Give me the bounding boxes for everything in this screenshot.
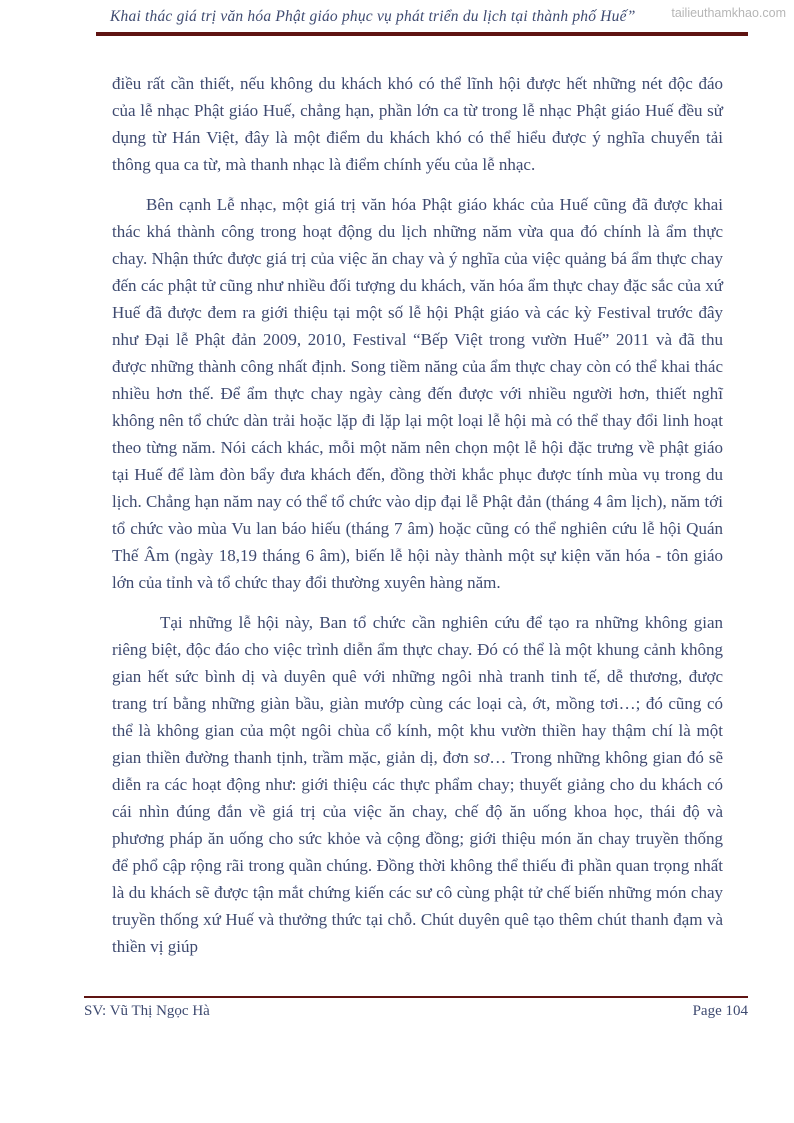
page-footer [84,996,748,1021]
footer-author: SV: Vũ Thị Ngọc Hà [84,1003,210,1019]
paragraph-2: Bên cạnh Lễ nhạc, một giá trị văn hóa Phật giáo khác của Huế cũng đã được khai thác khá thành công trong hoạt động du lịch những năm vừa qua đó chính là ẩm thực chay. Nhận thức được giá trị của việc ăn chay và ý nghĩa của việc quảng bá ẩm thực chay đến các phật tử cũng như nhiều đối tượng du khách, văn hóa ẩm thực chay đặc sắc của xứ Huế đã được đem ra giới thiệu tại một số lễ hội Phật giáo và các kỳ Festival trước đây như Đại lễ Phật đản 2009, 2010, Festival “Bếp Việt trong vườn Huế” 2011 và đã thu được những thành công nhất định. Song tiềm năng của ẩm thực chay còn có thể khai thác nhiều hơn thế. Để ẩm thực chay ngày càng đến được với nhiều người hơn, thiết nghĩ không nên tổ chức dàn trải hoặc lặp đi lặp lại một loại lễ hội mà có thể thay đổi linh hoạt theo từng năm. Nói cách khác, mỗi một năm nên chọn một lễ hội đặc trưng về phật giáo tại Huế để làm đòn bẩy đưa khách đến, đồng thời khắc phục được tính mùa vụ trong du lịch. Chẳng hạn năm nay có thể tổ chức vào dịp đại lễ Phật đản (tháng 4 âm lịch), năm tới tổ chức vào mùa Vu lan báo hiếu (tháng 7 âm) hoặc cũng có thể nghiên cứu lễ hội Quán Thế Âm (ngày 18,19 tháng 6 âm), biến lễ hội này thành một sự kiện văn hóa - tôn giáo lớn của tỉnh và tổ chức thay đổi thường xuyên hàng năm. [112,195,723,592]
header-rule [96,32,748,36]
page-header [0,0,794,36]
document-body [112,70,723,960]
header-row [0,0,794,29]
footer-page-number: Page 104 [692,1003,748,1019]
paragraph-1: điều rất cần thiết, nếu không du khách khó có thể lĩnh hội được hết những nét độc đáo của lễ nhạc Phật giáo Huế, chẳng hạn, phần lớn ca từ trong lễ nhạc Phật giáo Huế đều sử dụng từ Hán Việt, đây là một điểm du khách khó có thể hiểu được ý nghĩa chuyển tải thông qua ca từ, mà thanh nhạc là điểm chính yếu của lễ nhạc. [112,74,723,174]
running-head-title: Khai thác giá trị văn hóa Phật giáo phục vụ phát triển du lịch tại thành phố Huế” [110,8,636,25]
watermark-text: tailieuthamkhao.com [667,6,786,20]
paragraph-3: Tại những lễ hội này, Ban tổ chức cần nghiên cứu để tạo ra những không gian riêng biệt, độc đáo cho việc trình diễn ẩm thực chay. Đó có thể là một khung cảnh không gian hết sức bình dị và duyên quê với những ngôi nhà tranh tinh tế, dễ thương, được trang trí bằng những giàn bầu, giàn mướp cùng các loại cà, ớt, mồng tơi…; đó cũng có thể là không gian của một ngôi chùa cổ kính, một khu vườn thiền hay thậm chí là một gian thiền đường thanh tịnh, trầm mặc, giản dị, đơn sơ… Trong những không gian đó sẽ diễn ra các hoạt động như: giới thiệu các thực phẩm chay; thuyết giảng cho du khách có cái nhìn đúng đắn về giá trị của việc ăn chay, chế độ ăn uống khoa học, thái độ và phương pháp ăn uống cho sức khỏe và cộng đồng; giới thiệu món ăn chay truyền thống để phổ cập rộng rãi trong quần chúng. Đồng thời không thể thiếu đi phần quan trọng nhất là du khách sẽ được tận mắt chứng kiến các sư cô cùng phật tử chế biến những món chay truyền thống xứ Huế và thưởng thức tại chỗ. Chút duyên quê tạo thêm chút thanh đạm và thiền vị giúp [112,613,723,956]
